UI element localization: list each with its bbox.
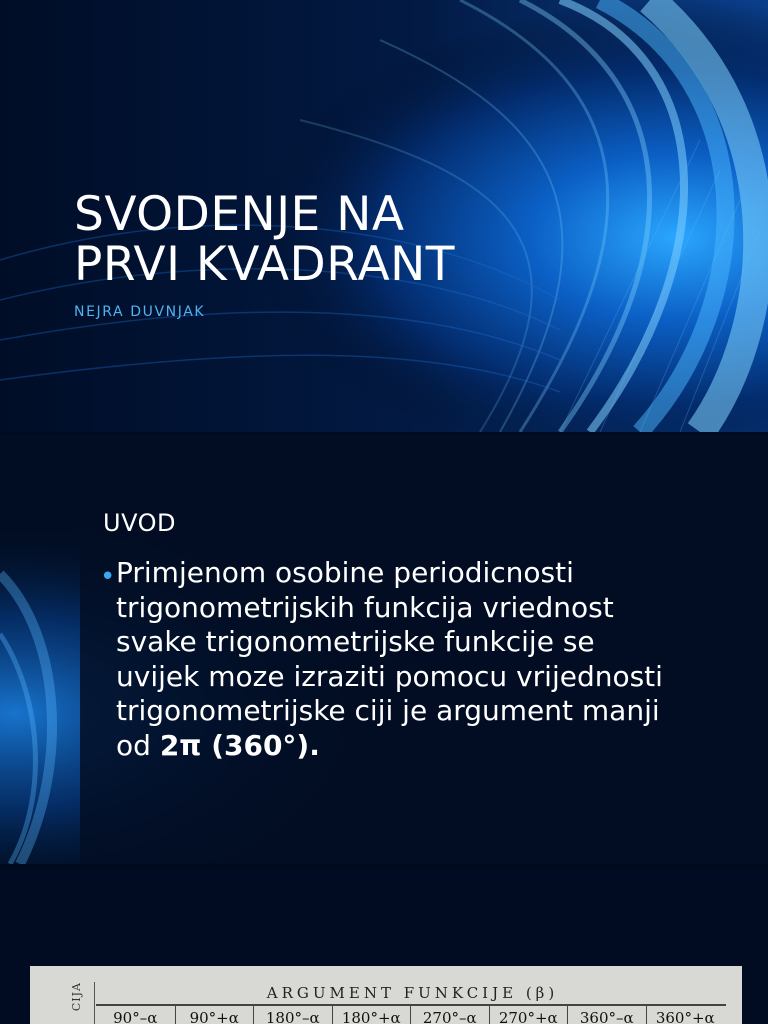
table-cell: 90°–α [113,1009,158,1024]
table-heading: ARGUMENT FUNKCIJE (β) [266,984,559,1002]
author-subtitle: NEJRA DUVNJAK [74,304,206,320]
table-cell: 90°+α [175,1006,254,1024]
title-slide[interactable] [0,0,768,432]
bullet-text: Primjenom osobine periodicnosti trigonometrijskih funkcija vriednost svake trigonometrijske funkcije se uvijek moze izraziti pomocu vrijednosti trigonometrijske ciji je argument manji od [116,556,663,762]
presentation-title: SVODENJE NA PRVI KVADRANT [74,187,455,292]
bullet-marker: • [100,562,116,592]
table-side-label: CIJA [70,982,83,1012]
content-slide-uvod[interactable] [0,434,768,864]
slide-heading: UVOD [103,509,176,537]
slide-text-area [0,434,768,864]
bullet-paragraph [116,556,676,764]
table-header-row [96,1006,724,1024]
bullet-bold-text: 2π (360°). [159,728,320,762]
table-slide[interactable] [0,868,768,1024]
table-cell: 360°+α [646,1006,725,1024]
table-cell: 270°–α [410,1006,489,1024]
table-cell: 180°–α [253,1006,332,1024]
table-cell: 360°–α [567,1006,646,1024]
table-cell: 180°+α [332,1006,411,1024]
table-cell: 270°+α [489,1006,568,1024]
table-photo [30,966,742,1024]
